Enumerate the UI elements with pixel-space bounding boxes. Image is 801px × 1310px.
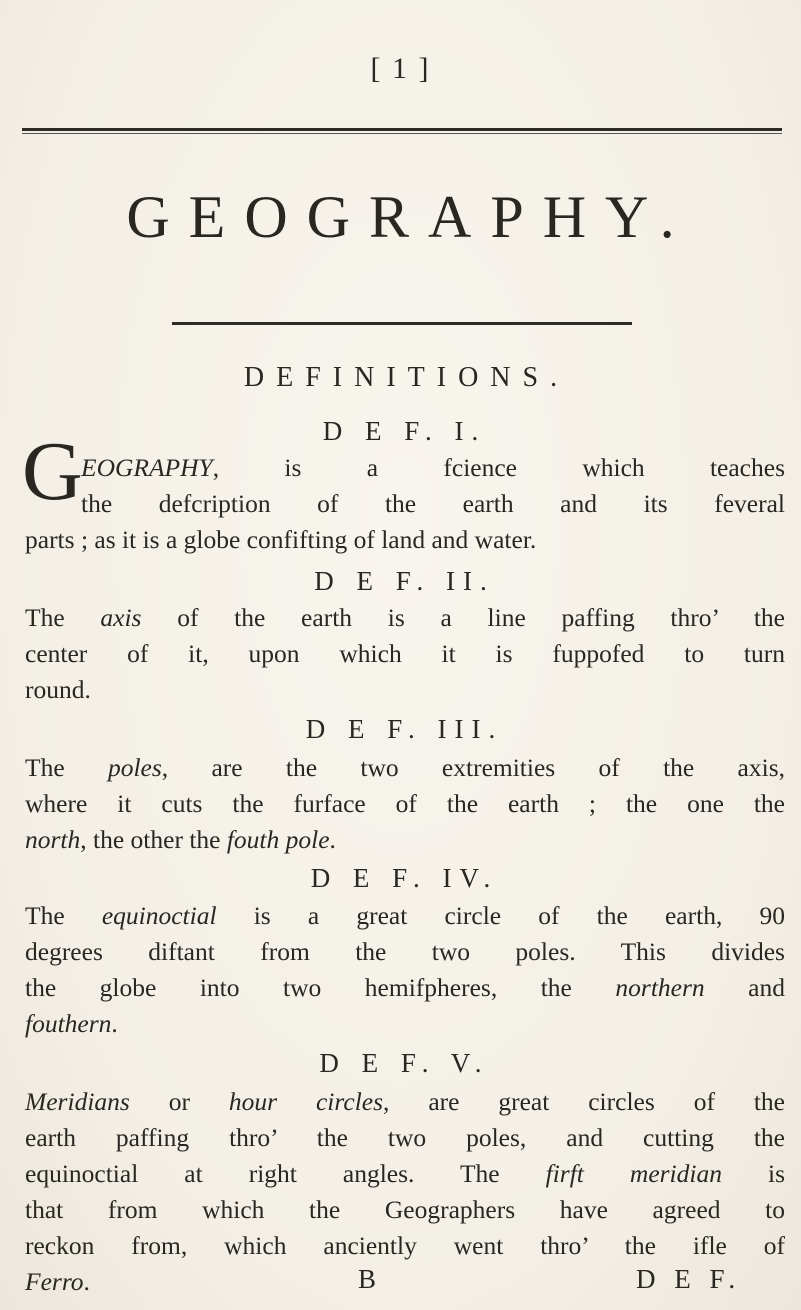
text-line: equinoctial at right angles. The firft meridian is — [25, 1159, 786, 1188]
text-line: earth paffing thro’ the two poles, and cutting the — [25, 1123, 785, 1152]
title-rule — [172, 322, 632, 325]
definition-heading-3: D E F. III. — [305, 714, 504, 744]
definition-text-2 — [25, 600, 785, 708]
page-number: [ 1 ] — [370, 52, 431, 85]
text-line: parts ; as it is a globe confifting of land and water. — [25, 525, 537, 554]
text-line: round. — [25, 675, 91, 704]
emphasis: equinoctial — [101, 901, 217, 930]
emphasis: hour circles — [228, 1087, 384, 1116]
definition-text-1 — [25, 450, 785, 558]
emphasis: fouthern — [25, 1009, 112, 1038]
text-line: reckon from, which anciently went thro’ the ifle of — [25, 1231, 785, 1260]
text-line: EOGRAPHY, is a fcience which teaches — [81, 453, 785, 482]
text-line: that from which the Geographers have agreed to — [25, 1195, 785, 1224]
definition-heading-5: D E F. V. — [319, 1048, 490, 1078]
signature-mark: B — [358, 1264, 377, 1294]
text-line: The poles, are the two extremities of the axis, — [25, 753, 785, 782]
definition-text-3 — [25, 750, 785, 858]
emphasis: poles — [107, 753, 162, 782]
text-line: the globe into two hemifpheres, the northern and — [25, 973, 785, 1002]
text-line: degrees diftant from the two poles. This divides — [25, 937, 785, 966]
definition-heading-1: D E F. I. — [322, 416, 487, 446]
page-title: GEOGRAPHY. — [126, 184, 694, 250]
text-line: fouthern. — [25, 1009, 118, 1038]
top-rule-thin — [22, 133, 782, 134]
emphasis: Ferro — [25, 1267, 84, 1296]
emphasis: fouth pole — [226, 825, 330, 854]
definition-heading-4: D E F. IV. — [310, 863, 499, 893]
text-line: center of it, upon which it is fuppofed to turn — [25, 639, 785, 668]
section-title: DEFINITIONS. — [243, 362, 570, 393]
emphasis: Meridians — [25, 1087, 130, 1116]
text-line: the defcription of the earth and its feveral — [81, 489, 785, 518]
emphasis: axis — [100, 603, 142, 632]
catchword: D E F. — [636, 1264, 742, 1294]
text-line: The axis of the earth is a line paffing thro’ the — [25, 603, 785, 632]
text-line: The equinoctial is a great circle of the earth, 90 — [25, 901, 785, 930]
definition-text-4 — [25, 898, 785, 1042]
emphasis: firft meridian — [545, 1159, 722, 1188]
text-line: where it cuts the furface of the earth ; the one the — [25, 789, 785, 818]
text-line: north, the other the fouth pole. — [25, 825, 336, 854]
drop-cap: G — [22, 425, 83, 518]
text-line: Meridians or hour circles, are great circles of the — [25, 1087, 786, 1116]
emphasis: northern — [615, 973, 705, 1002]
text-line: Ferro. — [25, 1267, 90, 1296]
page-footer — [0, 1264, 801, 1304]
top-rule — [22, 128, 782, 131]
emphasis: north — [25, 825, 81, 854]
definition-heading-2: D E F. II. — [314, 566, 495, 596]
emphasis: EOGRAPHY — [81, 453, 213, 482]
